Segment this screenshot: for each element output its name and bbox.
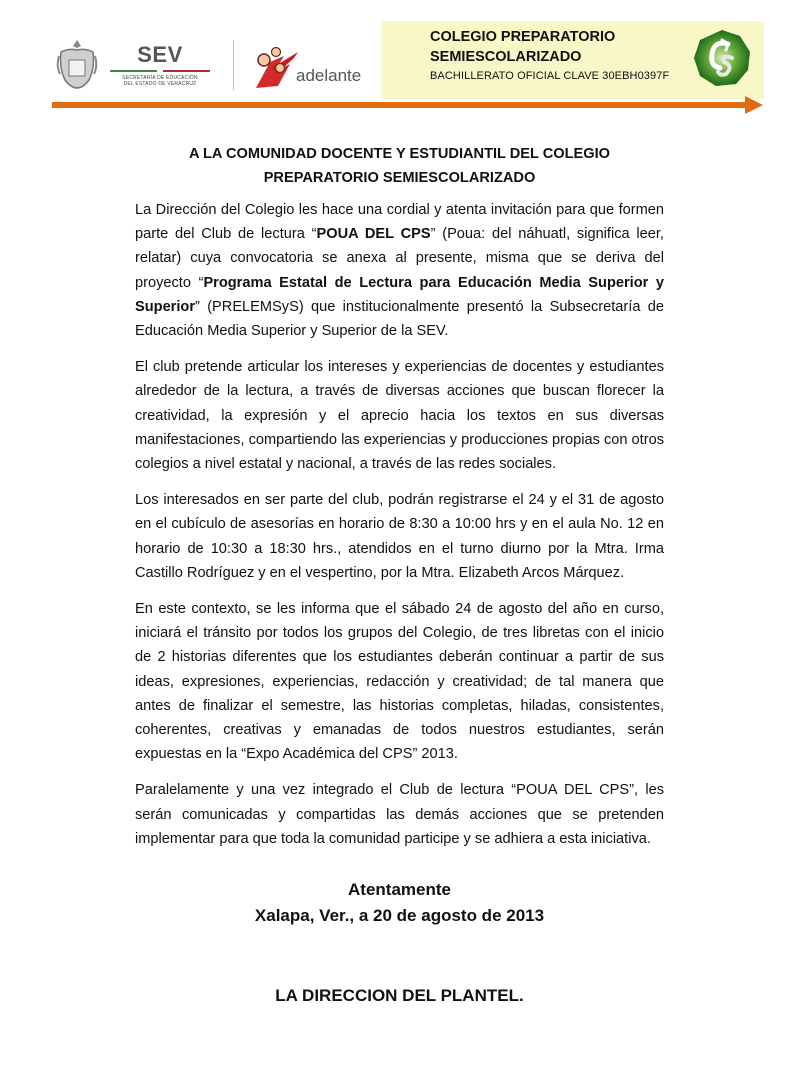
header-arrow-icon bbox=[745, 96, 763, 114]
logo-divider bbox=[233, 40, 234, 90]
sev-title: SEV bbox=[137, 42, 183, 67]
closing bbox=[135, 877, 664, 929]
sev-subtitle-2: DEL ESTADO DE VERACRUZ bbox=[123, 81, 197, 87]
veracruz-coat-of-arms-icon bbox=[55, 38, 99, 90]
sev-subtitle-1: SECRETARÍA DE EDUCACIÓN bbox=[122, 75, 198, 81]
cps-logo-icon bbox=[692, 28, 752, 88]
p1-text-c: ” (Poua: del náhuatl, significa leer, relatar) cuya convocatoria se anexa al presente, misma que se deriva del proyecto “ bbox=[135, 226, 664, 291]
paragraph-further-actions: Paralelamente y una vez integrado el Club de lectura “POUA DEL CPS”, les serán comunicadas y compartidas las demás acciones que se pretenden implementar para que toda la comunidad participe y se adhiera a esta iniciativa. bbox=[135, 782, 664, 847]
paragraph-invitation bbox=[135, 198, 664, 343]
letterhead bbox=[0, 0, 800, 120]
adelante-logo bbox=[250, 42, 370, 92]
club-name-bold: POUA DEL CPS bbox=[316, 226, 431, 243]
paragraph-notebooks: En este contexto, se les informa que el sábado 24 de agosto del año en curso, iniciará el tránsito por todos los grupos del Colegio, de tres libretas con el inicio de 2 historias diferentes que los estudiantes deberán continuar a partir de sus ideas, expresiones, experiencias, redacción y creatividad; de tal manera que antes de finalizar el semestre, las historias completas, hiladas, consistentes, coherentes, creativas y emanadas de todos nuestros estudiantes, serán expuestas en la “Expo Académica del CPS” 2013. bbox=[135, 601, 664, 763]
p1-text-a: La Dirección del Colegio les hace una cordial y atenta invitación para que formen parte del Club de lectura “ bbox=[135, 202, 664, 243]
closing-place-date: Xalapa, Ver., a 20 de agosto de 2013 bbox=[254, 906, 545, 926]
adelante-text: adelante bbox=[296, 66, 362, 85]
closing-salutation: Atentamente bbox=[348, 880, 451, 900]
paragraph-registration: Los interesados en ser parte del club, podrán registrarse el 24 y el 31 de agosto en el cubículo de asesorías en horario de 8:30 a 10:00 hrs y en el aula No. 12 en horario de 10:30 a 18:30 hrs., atendidos en el turno diurno por la Mtra. Irma Castillo Rodríguez y en el vespertino, por la Mtra. Elizabeth Arcos Márquez. bbox=[135, 492, 664, 581]
school-name bbox=[430, 27, 615, 67]
letter-body bbox=[135, 142, 664, 1009]
school-clave: BACHILLERATO OFICIAL CLAVE 30EBH0397F bbox=[430, 70, 670, 82]
header-accent-bar bbox=[52, 102, 752, 108]
signature: LA DIRECCION DEL PLANTEL. bbox=[275, 986, 524, 1006]
p1-text-e: ” (PRELEMSyS) que institucionalmente presentó la Subsecretaría de Educación Media Superior y Superior de la SEV. bbox=[135, 298, 664, 340]
school-name-line2: SEMIESCOLARIZADO bbox=[430, 49, 582, 65]
letter-heading: A LA COMUNIDAD DOCENTE Y ESTUDIANTIL DEL COLEGIO PREPARATORIO SEMIESCOLARIZADO bbox=[188, 146, 611, 186]
sev-logo bbox=[108, 44, 212, 92]
school-name-line1: COLEGIO PREPARATORIO bbox=[430, 29, 616, 45]
sev-tricolor-rule bbox=[110, 70, 210, 72]
program-name-bold: Programa Estatal de Lectura para Educación Media Superior y Superior bbox=[135, 274, 665, 315]
paragraph-club-purpose: El club pretende articular los intereses y experiencias de docentes y estudiantes alrededor de la lectura, a través de diversas acciones que buscan florecer la creatividad, la expresión y el aprecio hacia los textos en sus diversas manifestaciones, compartiendo las experiencias y producciones propias con otros colegios a nivel estatal y nacional, a través de las redes sociales. bbox=[135, 359, 664, 473]
